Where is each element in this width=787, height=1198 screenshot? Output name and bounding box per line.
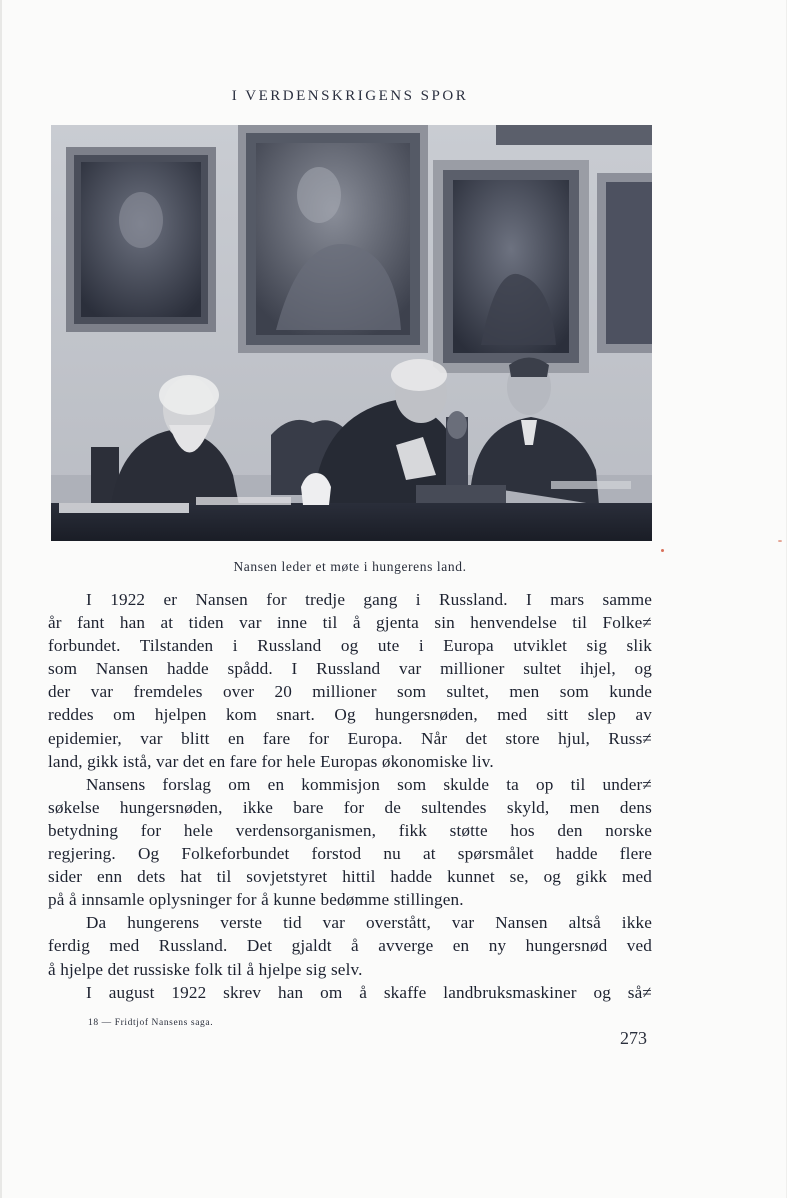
text-line: reddes om hjelpen kom snart. Og hungersnøden, med sitt slep av xyxy=(48,705,652,725)
text-line: å hjelpe det russiske folk til å hjelpe sig selv. xyxy=(48,959,363,979)
text-line: land, gikk istå, var det en fare for hele Europas økonomiske liv. xyxy=(48,751,494,771)
text-line: søkelse hungersnøden, ikke bare for de sultendes skyld, men dens xyxy=(48,797,652,817)
text-line: betydning for hele verdensorganismen, fikk støtte hos den norske xyxy=(48,820,652,840)
text-line: år fant han at tiden var inne til å gjenta sin henvendelse til Folke≠ xyxy=(48,613,652,633)
text-line: epidemier, var blitt en fare for Europa. Når det store hjul, Russ≠ xyxy=(48,728,652,748)
footnote: 18 — Fridtjof Nansens saga. xyxy=(88,1018,214,1028)
text-line: Nansens forslag om en kommisjon som skulde ta op til under≠ xyxy=(86,774,652,794)
text-line: sider enn dets hat til sovjetstyret hittil hadde kunnet se, og gikk med xyxy=(48,867,652,887)
ink-speck xyxy=(661,549,664,552)
text-line: regjering. Og Folkeforbundet forstod nu at spørsmålet hadde flere xyxy=(48,844,652,864)
text-line: der var fremdeles over 20 millioner som sultet, men som kunde xyxy=(48,682,652,702)
photo-caption: Nansen leder et møte i hungerens land. xyxy=(233,559,467,574)
running-head: I VERDENSKRIGENS SPOR xyxy=(231,88,469,104)
text-line: på å innsamle oplysninger for å kunne bedømme stillingen. xyxy=(48,890,464,910)
text-line: som Nansen hadde spådd. I Russland var millioner sultet ihjel, og xyxy=(48,659,652,679)
body-text xyxy=(48,588,652,1004)
text-line: forbundet. Tilstanden i Russland og ute i Europa utviklet sig slik xyxy=(48,636,652,656)
text-line: ferdig med Russland. Det gjaldt å avverge en ny hungersnød ved xyxy=(48,936,652,956)
text-line: I 1922 er Nansen for tredje gang i Russland. I mars samme xyxy=(86,590,652,609)
ink-speck xyxy=(778,540,782,542)
page-number: 273 xyxy=(620,1028,647,1048)
text-line: Da hungerens verste tid var overstått, var Nansen altså ikke xyxy=(86,913,652,933)
text-line: I august 1922 skrev han om å skaffe landbruksmaskiner og så≠ xyxy=(86,982,652,1002)
meeting-photograph xyxy=(51,125,652,541)
